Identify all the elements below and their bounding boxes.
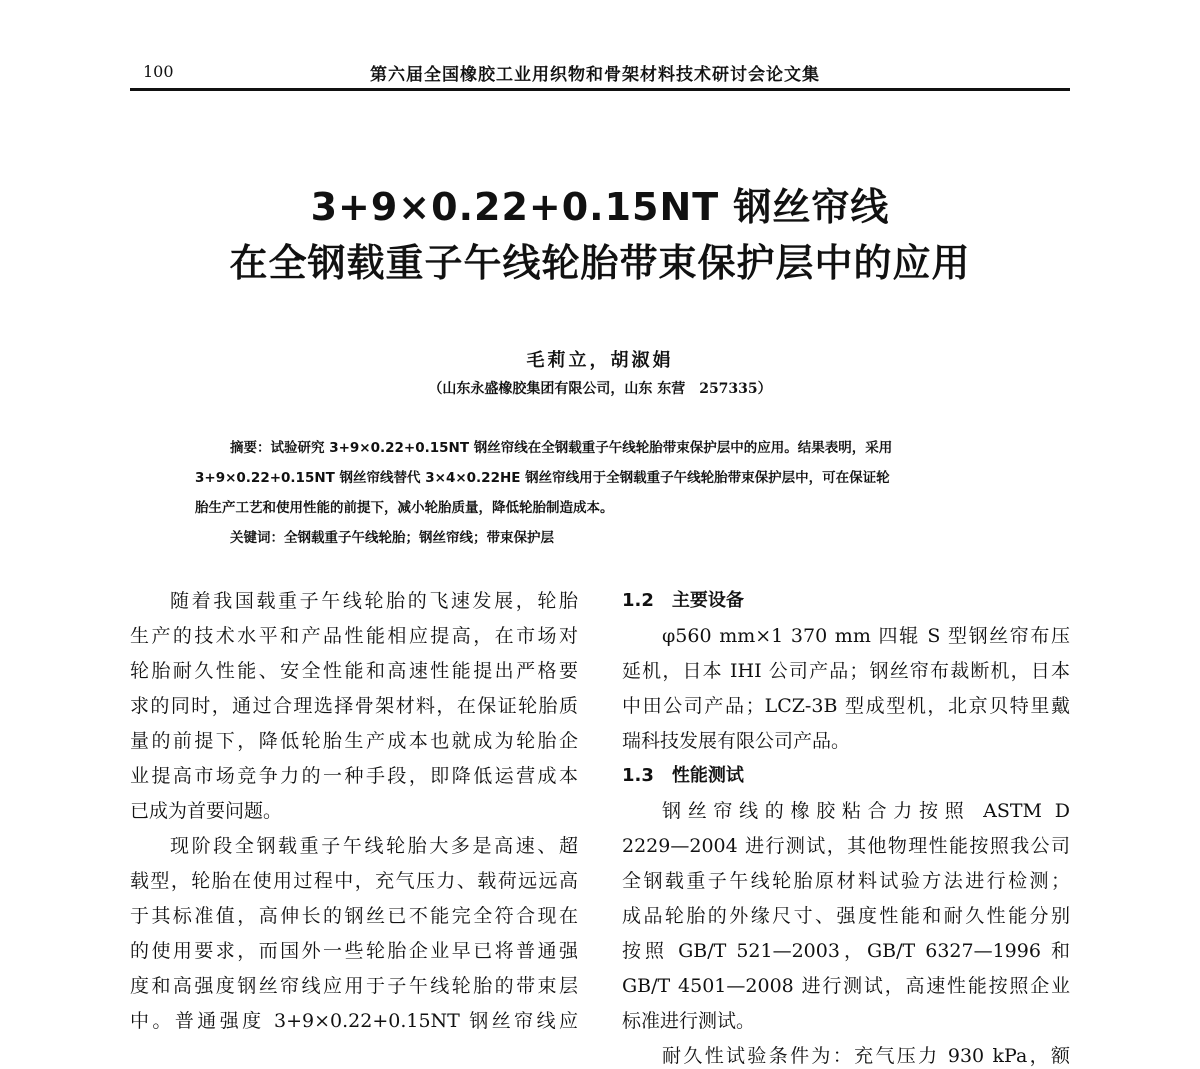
left-column-line: 随着我国载重子午线轮胎的飞速发展，轮胎 [170,590,578,612]
left-column-line: 的使用要求，而国外一些轮胎企业早已将普通强 [130,940,578,962]
right-column-line: 钢丝帘线的橡胶粘合力按照 ASTM D [662,800,1070,822]
left-column-line: 载型，轮胎在使用过程中，充气压力、载荷远远高 [130,870,578,892]
right-column-line: 成品轮胎的外缘尺寸、强度性能和耐久性能分别 [622,905,1070,927]
right-column-line: 全钢载重子午线轮胎原材料试验方法进行检测； [622,870,1070,892]
right-column-line: 1.3 性能测试 [622,765,744,786]
right-column-line: 耐久性试验条件为：充气压力 930 kPa，额 [662,1045,1070,1067]
page-number: 100 [143,62,174,81]
right-column-line: 瑞科技发展有限公司产品。 [622,730,851,752]
right-column-line: 中田公司产品；LCZ-3B 型成型机，北京贝特里戴 [622,695,1070,717]
left-column-line: 求的同时，通过合理选择骨架材料，在保证轮胎质 [130,695,578,717]
right-column-line: 按照 GB/T 521—2003，GB/T 6327—1996 和 [622,940,1070,962]
running-header: 第六届全国橡胶工业用织物和骨架材料技术研讨会论文集 [370,65,820,85]
right-column-line: 1.2 主要设备 [622,590,744,611]
left-column-line: 度和高强度钢丝帘线应用于子午线轮胎的带束层 [130,975,578,997]
left-column-line: 生产的技术水平和产品性能相应提高，在市场对 [130,625,578,647]
right-column-line: φ560 mm×1 370 mm 四辊 S 型钢丝帘布压 [662,625,1070,647]
right-column-line: 标准进行测试。 [622,1010,756,1032]
abstract-line: 胎生产工艺和使用性能的前提下，减小轮胎质量，降低轮胎制造成本。 [195,500,614,516]
paper-title-line2: 在全钢载重子午线轮胎带束保护层中的应用 [229,241,971,285]
left-column-line: 于其标准值，高伸长的钢丝已不能完全符合现在 [130,905,578,927]
abstract-line: 摘要：试验研究 3+9×0.22+0.15NT 钢丝帘线在全钢载重子午线轮胎带束保护层中的应用。结果表明，采用 [230,440,893,456]
left-column-line: 中。普通强度 3+9×0.22+0.15NT 钢丝帘线应 [130,1010,578,1032]
left-column-line: 轮胎耐久性能、安全性能和高速性能提出严格要 [130,660,578,682]
affiliation: （山东永盛橡胶集团有限公司，山东 东营 257335） [428,381,772,397]
header-rule [130,88,1070,91]
left-column-line: 现阶段全钢载重子午线轮胎大多是高速、超 [170,835,578,857]
right-column-line: GB/T 4501—2008 进行测试，高速性能按照企业 [622,975,1070,997]
right-column-line: 延机，日本 IHI 公司产品；钢丝帘布裁断机，日本 [622,660,1070,682]
keywords: 关键词：全钢载重子午线轮胎；钢丝帘线；带束保护层 [230,530,554,546]
right-column-line: 2229—2004 进行测试，其他物理性能按照我公司 [622,835,1070,857]
left-column-line: 量的前提下，降低轮胎生产成本也就成为轮胎企 [130,730,578,752]
authors: 毛莉立，胡淑娟 [526,350,674,371]
left-column-line: 业提高市场竞争力的一种手段，即降低运营成本 [130,765,578,787]
left-column-line: 已成为首要问题。 [130,800,283,822]
abstract-line: 3+9×0.22+0.15NT 钢丝帘线替代 3×4×0.22HE 钢丝帘线用于全钢载重子午线轮胎带束保护层中，可在保证轮 [195,470,890,486]
paper-title-line1: 3+9×0.22+0.15NT 钢丝帘线 [310,185,890,229]
